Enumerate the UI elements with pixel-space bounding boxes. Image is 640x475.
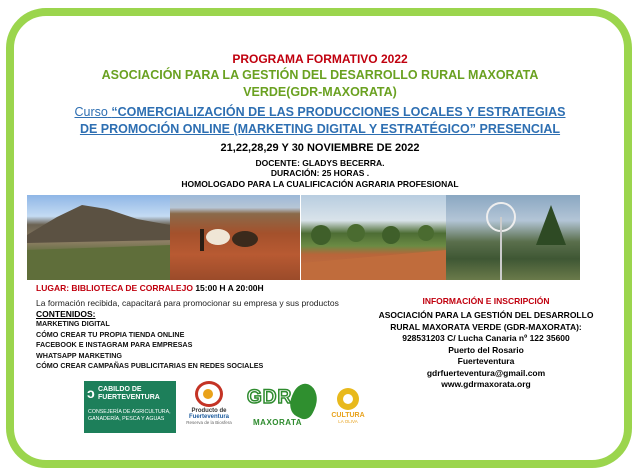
- info-email: gdrfuerteventura@gmail.com: [426, 367, 546, 378]
- cabildo-dept: CONSEJERÍA DE AGRICULTURA, GANADERÍA, PESCA Y AGUAS: [88, 409, 171, 422]
- lugar: [36, 283, 356, 293]
- mountain-illustration: [27, 195, 170, 280]
- curso-line-1: [0, 104, 640, 121]
- info-website: www.gdrmaxorata.org: [441, 379, 531, 389]
- contenidos-list: [36, 319, 356, 372]
- docente: DOCENTE: GLADYS BECERRA.: [255, 158, 385, 168]
- curso-line-1-text: “COMERCIALIZACIÓN DE LAS PRODUCCIONES LOCALES Y ESTRATEGIAS: [111, 105, 566, 119]
- cultura-mark-icon: [337, 388, 359, 410]
- cabildo-mark-icon: ↄ: [87, 385, 95, 401]
- info-line: RURAL MAXORATA VERDE (GDR-MAXORATA):: [390, 321, 582, 332]
- cultura-word: CULTURA: [331, 412, 365, 419]
- homologado: HOMOLOGADO PARA LA CUALIFICACIÓN AGRARIA PROFESIONAL: [181, 179, 459, 189]
- cabildo-line-1: CABILDO DE: [98, 386, 142, 393]
- windmill-illustration: [446, 195, 580, 280]
- contenidos-title: CONTENIDOS:: [36, 309, 96, 319]
- cabildo-logo: [84, 381, 176, 433]
- gdr-maxorata-logo: [243, 381, 323, 433]
- plantation-illustration: [301, 195, 446, 280]
- producto-line-2: Fuerteventura: [188, 414, 229, 420]
- lugar-label: LUGAR: BIBLIOTECA DE CORRALEJO: [36, 283, 193, 293]
- asociacion-title: [0, 67, 640, 101]
- gdr-sub: MAXORATA: [253, 418, 303, 427]
- right-info-block: [356, 296, 616, 391]
- photo-windmill-garden: [446, 195, 580, 280]
- gdr-letters: GDR: [247, 387, 293, 408]
- programa-title: PROGRAMA FORMATIVO 2022: [232, 52, 408, 66]
- info-line: Puerto del Rosario: [448, 344, 524, 355]
- producto-line-1: Producto de: [191, 408, 227, 414]
- fechas: 21,22,28,29 Y 30 NOVIEMBRE DE 2022: [220, 142, 420, 154]
- info-line: Fuerteventura: [457, 356, 515, 366]
- curso-title: [0, 104, 640, 138]
- list-item: CÓMO CREAR TU PROPIA TIENDA ONLINE: [36, 329, 185, 339]
- photo-plowing-oxen: [170, 195, 300, 280]
- list-item: FACEBOOK E INSTAGRAM PARA EMPRESAS: [36, 340, 193, 349]
- asociacion-line-1: ASOCIACIÓN PARA LA GESTIÓN DEL DESARROLLO RURAL MAXORATA: [101, 68, 539, 82]
- plowing-illustration: [170, 195, 300, 280]
- asociacion-line-2: VERDE(GDR-MAXORATA): [243, 85, 397, 99]
- curso-prefix: Curso: [74, 105, 108, 119]
- left-info-block: [36, 283, 356, 372]
- cultura-la-oliva-logo: [330, 388, 366, 436]
- intro-text: La formación recibida, capacitará para promocionar su empresa y sus productos: [36, 298, 339, 308]
- duracion: DURACIÓN: 25 HORAS .: [270, 168, 370, 178]
- list-item: MARKETING DIGITAL: [36, 319, 110, 328]
- lugar-horario: 15:00 H A 20:00H: [195, 283, 264, 293]
- producto-fuerteventura-logo: [178, 379, 240, 435]
- list-item: WHATSAPP MARKETING: [36, 350, 122, 360]
- info-line: ASOCIACIÓN PARA LA GESTIÓN DEL DESARROLLO: [378, 310, 594, 320]
- cultura-sub: LA OLIVA: [338, 419, 358, 424]
- cabildo-line-2: FUERTEVENTURA: [98, 394, 160, 401]
- info-title: INFORMACIÓN E INSCRIPCIÓN: [422, 296, 550, 306]
- producto-mark-icon: [195, 381, 223, 407]
- photo-mountain-landscape: [27, 195, 170, 280]
- curso-line-2: DE PROMOCIÓN ONLINE (MARKETING DIGITAL Y ESTRATÉGICO” PRESENCIAL: [79, 122, 561, 136]
- producto-line-3: Reserva de la Biosfera: [186, 420, 232, 425]
- list-item: CÓMO CREAR CAMPAÑAS PUBLICITARIAS EN REDES SOCIALES: [36, 361, 264, 370]
- photo-tree-plantation: [301, 195, 446, 280]
- info-line: 928531203 C/ Lucha Canaria nº 122 35600: [402, 333, 570, 343]
